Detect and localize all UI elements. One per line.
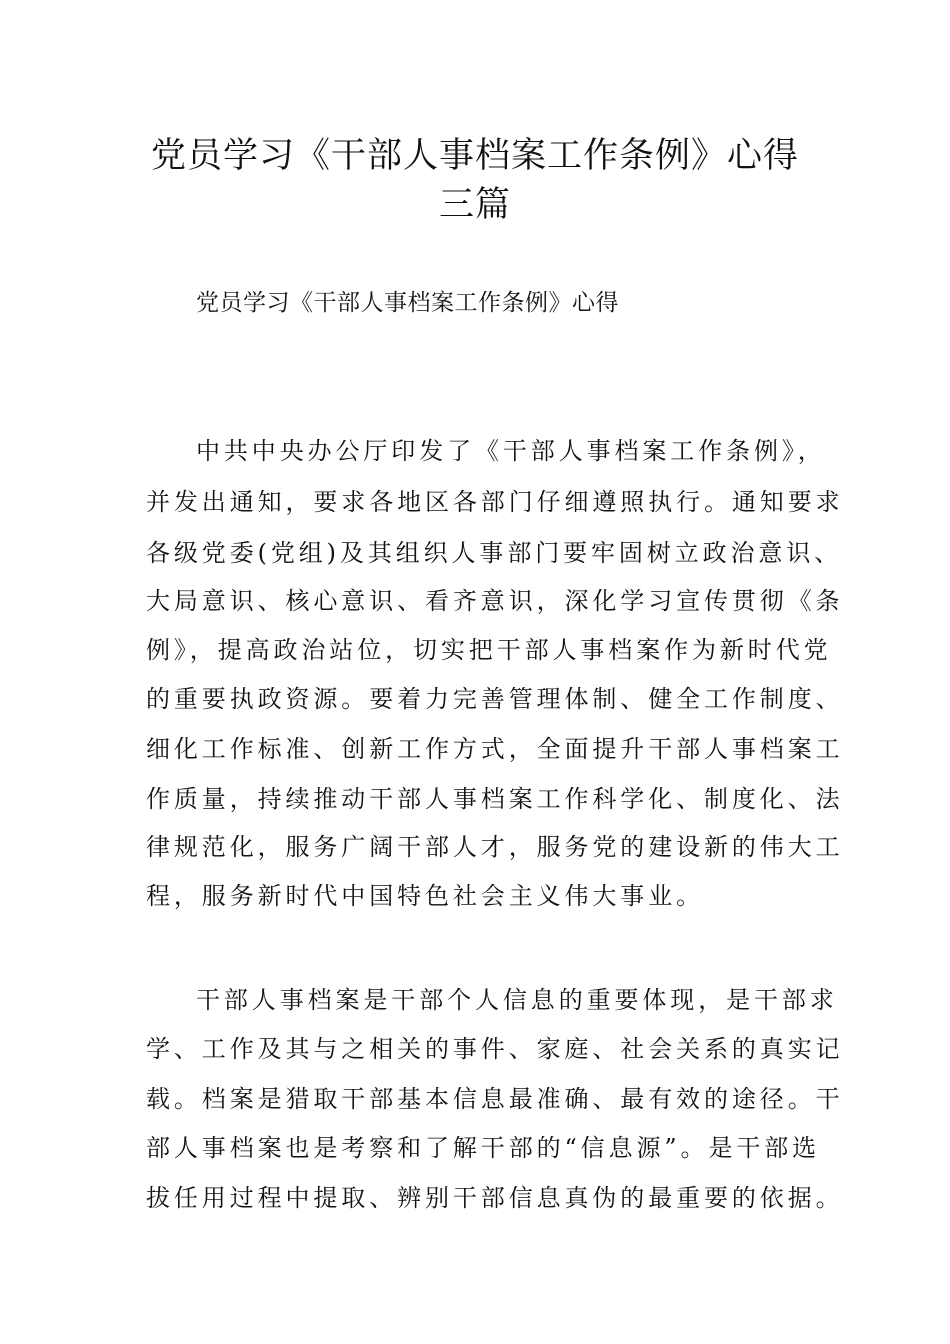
- paragraph-line: 并发出通知，要求各地区各部门仔细遵照执行。通知要求: [146, 488, 844, 516]
- paragraph-line: 中共中央办公厅印发了《干部人事档案工作条例》，: [196, 437, 826, 465]
- document-title-line-2: 三篇: [438, 185, 511, 225]
- paragraph-line: 例》，提高政治站位，切实把干部人事档案作为新时代党: [146, 636, 832, 664]
- paragraph-line: 律规范化，服务广阔干部人才，服务党的建设新的伟大工: [146, 833, 844, 861]
- paragraph-line: 学、工作及其与之相关的事件、家庭、社会关系的真实记: [146, 1035, 844, 1063]
- paragraph-line: 大局意识、核心意识、看齐意识，深化学习宣传贯彻《条: [146, 587, 844, 615]
- document-title-line-1: 党员学习《干部人事档案工作条例》心得: [150, 136, 799, 176]
- paragraph-line: 部人事档案也是考察和了解干部的“信息源”。是干部选: [146, 1134, 821, 1162]
- paragraph-line: 各级党委(党组)及其组织人事部门要牢固树立政治意识、: [146, 539, 843, 567]
- paragraph-line: 拔任用过程中提取、辨别干部信息真伪的最重要的依据。: [146, 1184, 844, 1212]
- paragraph-line: 载。档案是猎取干部基本信息最准确、最有效的途径。干: [146, 1085, 844, 1113]
- paragraph-line: 的重要执政资源。要着力完善管理体制、健全工作制度、: [146, 685, 844, 713]
- paragraph-line: 作质量，持续推动干部人事档案工作科学化、制度化、法: [146, 785, 844, 813]
- paragraph-line: 干部人事档案是干部个人信息的重要体现，是干部求: [196, 986, 838, 1014]
- paragraph-line: 程，服务新时代中国特色社会主义伟大事业。: [146, 882, 704, 910]
- document-subtitle: 党员学习《干部人事档案工作条例》心得: [196, 290, 619, 316]
- paragraph-line: 细化工作标准、创新工作方式，全面提升干部人事档案工: [146, 735, 844, 763]
